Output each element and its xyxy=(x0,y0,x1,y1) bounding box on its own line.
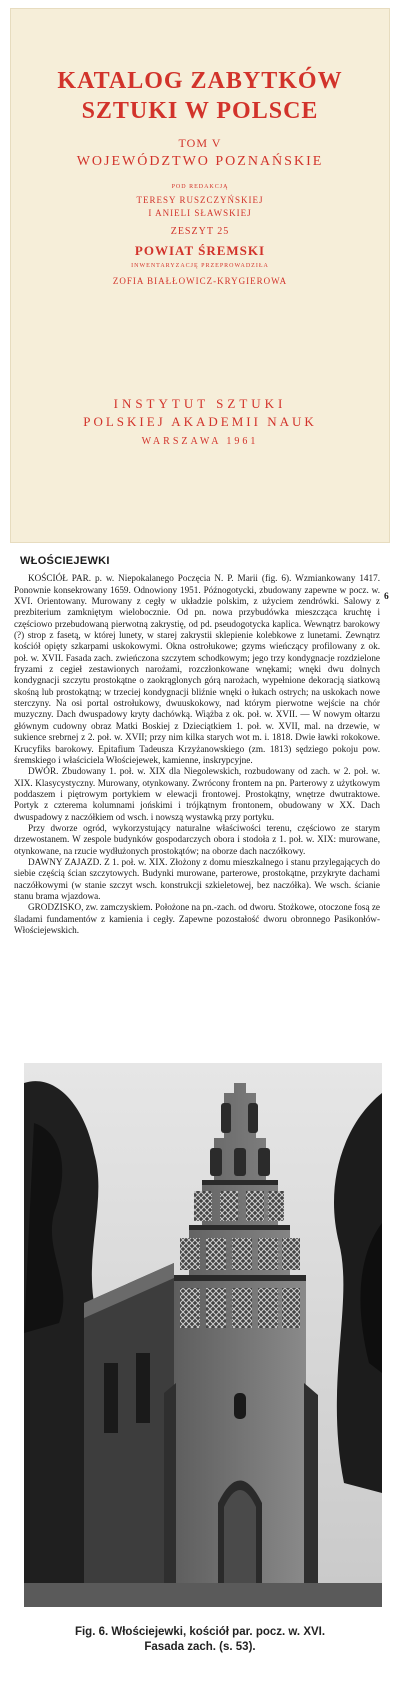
paragraph-church xyxy=(14,573,380,766)
caption-line-2: Fasada zach. (s. 53). xyxy=(144,1641,256,1653)
inn-lead: DAWNY ZAJAZD. xyxy=(28,856,102,867)
cover-place-year: WARSZAWA 1961 xyxy=(141,436,259,447)
cover-volume: TOM V xyxy=(178,136,222,150)
book-cover xyxy=(10,8,390,543)
church-photo xyxy=(24,1063,382,1607)
cover-publisher-1: INSTYTUT SZTUKI xyxy=(113,396,287,411)
manor-lead: DWÓR. xyxy=(28,766,59,777)
margin-note: 6 xyxy=(384,592,389,602)
manor-text: Zbudowany 1. poł. w. XIX dla Niegolewskich, rozbudowany od zach. w 2. poł. w. XIX. Klasycystyczny. Murowany, otynkowany. Zwrócony frontem na pn. Parterowy z użytkowym poddaszem i piętrowym portykiem w elewacji frontowej. Prostokątny, wnętrze dwutraktowe. Portyk z czterema kolumnami jońskimi i trójkątnym frontonem, obudowany w XX. Dach dwuspadowy z naczółkiem od wsch. i nowszą wystawką przy portyku. xyxy=(14,766,380,822)
cover-title-line1: KATALOG ZABYTKÓW xyxy=(57,68,343,94)
paragraph-stronghold xyxy=(14,902,380,936)
cover-inventory-label: INWENTARYZACJĘ PRZEPROWADZIŁA xyxy=(131,263,269,269)
cover-county: POWIAT ŚREMSKI xyxy=(134,243,266,258)
cover-title-line2: SZTUKI W POLSCE xyxy=(81,98,319,124)
paragraph-garden: Przy dworze ogród, wykorzystujący naturalne właściwości terenu, częściowo ze starym drzewostanem. W zespole budynków gospodarczych obora i stodoła z 1. poł. w. XIX: murowane, otynkowane, na rzucie wydłużonych prostokątów; na oborze dach naczółkowy. xyxy=(14,822,380,856)
cover-voivodeship: WOJEWÓDZTWO POZNAŃSKIE xyxy=(76,154,324,169)
inn-text: Z 1. poł. w. XIX. Złożony z domu mieszkalnego i stanu przylegających do siebie częścią ścian szczytowych. Budynki murowane, parterowe, prostokątne, przykryte dachami naczółkowymi (w stanie szczyt wsch. konstrukcji szkieletowej, bez naczółka). We wsch. ścianie stanu brama wjazdowa. xyxy=(14,856,381,901)
cover-issue: ZESZYT 25 xyxy=(170,226,230,237)
paragraph-manor xyxy=(14,766,380,823)
church-illustration xyxy=(24,1063,382,1607)
cover-edited-by-label: POD REDAKCJĄ xyxy=(171,184,229,190)
paragraph-inn xyxy=(14,857,380,902)
article-heading: WŁOŚCIEJEWKI xyxy=(20,555,110,567)
cover-editor-1: TERESY RUSZCZYŃSKIEJ xyxy=(136,195,264,205)
church-lead: KOŚCIÓŁ PAR. xyxy=(28,573,92,584)
church-text: p. w. Niepokalanego Poczęcia N. P. Marii (fig. 6). Wzmiankowany 1417. Ponownie konsekrowany 1659. Odnowiony 1951. Późnogotycki, zbudowany zapewne w pocz. w. XVI. Orientowany. Murowany z cegły w układzie polskim, z użyciem zendrówki. Salowy z prezbiterium zamkniętym wielobocznie. Od pn. nowa przybudówka mieszcząca kruchtę i częściowo przebudowaną pierwotną zakrystię, od pd. pseudogotycka kaplica. Wewnątrz barokowy (?) strop z fasetą, w której lunety, w starej zakrystii sklepienie kolebkowe z lunetami. Zewnątrz kościół opięty szkarpami uskokowymi. Okna ostrołukowe; gzyms wieńczący profilowany z ok. poł. w. XVII. Fasada zach. zwieńczona szczytem schodkowym; jego trzy kondygnacje rozdzielone fryzami z cegieł zestawionych narożami, rozczłonkowane wnękami; wnęki dwu dolnych kondygnacji szczytu prostokątne o zaokrąglonych górą narożach, wypełnione dekoracją siatkową skośną lub prostokątną; w trzeciej kondygnacji bliźnie wnęki o łukach ostrych; na uskokach nowe sterczyny. Na osi portal ostrołukowy, dwuuskokowy, nad którym pierwotne wejście na chór muzyczny. Dach dwuspadowy kryty dachówką. Wiążba z ok. poł. w. XVII. — W nowym ołtarzu głównym cudowny obraz Matki Boskiej z Dzieciątkiem 1. poł. w. XVII, mal. na drzewie, w sukience srebrnej z 2. poł. w. XVII; przy nim kilka starych wot m. i. 1818. Dwie ławki rokokowe. Krucyfiks barokowy. Epitafium Tadeusza Krzyżanowskiego (zm. 1813) sędziego pokoju pow. śremskiego i właściciela Włościejewek, kamienne, inskrypcyjne. xyxy=(14,573,380,765)
cover-editor-2: I ANIELI SŁAWSKIEJ xyxy=(148,208,252,218)
stronghold-lead: GRODZISKO, xyxy=(28,902,84,913)
cover-author: ZOFIA BIAŁŁOWICZ-KRYGIEROWA xyxy=(112,276,288,286)
caption-line-1: Fig. 6. Włościejewki, kościół par. pocz. w. XVI. xyxy=(74,1626,326,1638)
article-text xyxy=(14,556,380,936)
figure-caption xyxy=(0,1625,400,1655)
cover-publisher-2: POLSKIEJ AKADEMII NAUK xyxy=(83,414,317,429)
stronghold-text: zw. zamczyskiem. Położone na pn.-zach. od dworu. Stożkowe, otoczone fosą ze śladami fundamentów z kamienia i cegły. Zapewne pozostałość dworu obronnego Pasikonłów-Włościejewskich. xyxy=(14,902,381,935)
